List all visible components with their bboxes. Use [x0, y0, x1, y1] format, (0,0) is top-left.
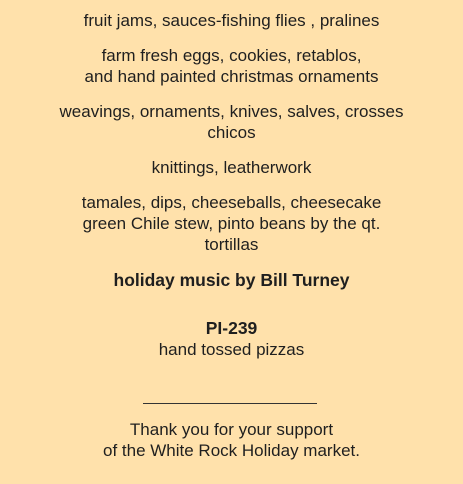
footer-line: Thank you for your support	[129, 420, 334, 439]
vendor-item-knittings	[0, 157, 463, 178]
music-announcement	[0, 270, 463, 291]
item-text: chicos	[207, 123, 256, 142]
item-text: green Chile stew, pinto beans by the qt.	[82, 214, 381, 233]
item-text: tortillas	[204, 235, 259, 254]
vendor-pizza	[0, 318, 463, 360]
thank-you-note	[0, 419, 463, 461]
item-text: weavings, ornaments, knives, salves, crosses	[59, 102, 404, 121]
music-text: holiday music by Bill Turney	[113, 270, 350, 290]
item-text: farm fresh eggs, cookies, retablos,	[101, 46, 362, 65]
vendor-item-tamales	[0, 192, 463, 255]
vendor-desc: hand tossed pizzas	[158, 340, 305, 359]
item-text: tamales, dips, cheeseballs, cheesecake	[81, 193, 382, 212]
vendor-code: PI-239	[205, 318, 258, 338]
vendor-item-eggs	[0, 45, 463, 87]
item-text: and hand painted christmas ornaments	[84, 67, 379, 86]
vendor-item-jams	[0, 10, 463, 31]
footer-line: of the White Rock Holiday market.	[103, 441, 360, 460]
divider-line	[143, 403, 317, 404]
item-text: knittings, leatherwork	[151, 158, 312, 177]
vendor-item-weavings	[0, 101, 463, 143]
item-text: fruit jams, sauces-fishing flies , pralines	[83, 11, 380, 30]
